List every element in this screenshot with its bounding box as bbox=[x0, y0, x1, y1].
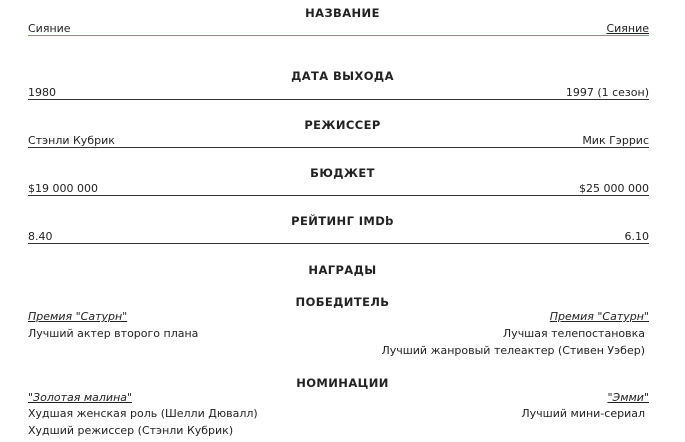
budget-header: БЮДЖЕТ bbox=[310, 166, 375, 180]
budget-divider bbox=[28, 195, 649, 196]
title-header: НАЗВАНИЕ bbox=[305, 6, 380, 20]
winner-left-award[interactable]: Премия "Сатурн" bbox=[28, 310, 128, 323]
nominations-right-item: Лучший мини-сериал bbox=[521, 407, 645, 420]
release-left: 1980 bbox=[28, 86, 56, 99]
winner-header: ПОБЕДИТЕЛЬ bbox=[295, 295, 390, 309]
winner-left-item: Лучший актер второго плана bbox=[28, 327, 199, 340]
awards-header: НАГРАДЫ bbox=[308, 263, 377, 277]
director-row bbox=[28, 134, 649, 148]
rating-divider bbox=[28, 243, 649, 244]
budget-right: $25 000 000 bbox=[579, 182, 649, 195]
title-right-link[interactable]: Сияние bbox=[606, 22, 649, 35]
title-left: Сияние bbox=[28, 22, 71, 35]
rating-header: РЕЙТИНГ IMDb bbox=[291, 214, 394, 228]
budget-left: $19 000 000 bbox=[28, 182, 98, 195]
release-header: ДАТА ВЫХОДА bbox=[291, 69, 394, 83]
winner-right-item: Лучшая телепостановка bbox=[502, 327, 645, 340]
title-divider bbox=[28, 35, 649, 36]
director-divider bbox=[28, 147, 649, 148]
release-divider bbox=[28, 99, 649, 100]
release-row bbox=[28, 86, 649, 100]
title-row bbox=[28, 22, 649, 36]
rating-left: 8.40 bbox=[28, 230, 53, 243]
release-right: 1997 (1 сезон) bbox=[565, 86, 649, 99]
nominations-left-award[interactable]: "Золотая малина" bbox=[28, 391, 133, 404]
director-left: Стэнли Кубрик bbox=[28, 134, 115, 147]
director-header: РЕЖИССЕР bbox=[304, 118, 381, 132]
nominations-right-award[interactable]: "Эмми" bbox=[607, 391, 649, 404]
nominations-left-item: Худшая женская роль (Шелли Дювалл) bbox=[28, 407, 258, 420]
budget-row bbox=[28, 182, 649, 196]
winner-right-item: Лучший жанровый телеактер (Стивен Уэбер) bbox=[381, 344, 645, 357]
rating-row bbox=[28, 230, 649, 244]
winner-right-award[interactable]: Премия "Сатурн" bbox=[549, 310, 649, 323]
nominations-header: НОМИНАЦИИ bbox=[296, 376, 389, 390]
rating-right: 6.10 bbox=[624, 230, 649, 243]
director-right: Мик Гэррис bbox=[582, 134, 649, 147]
nominations-left-item: Худший режиссер (Стэнли Кубрик) bbox=[28, 424, 234, 437]
